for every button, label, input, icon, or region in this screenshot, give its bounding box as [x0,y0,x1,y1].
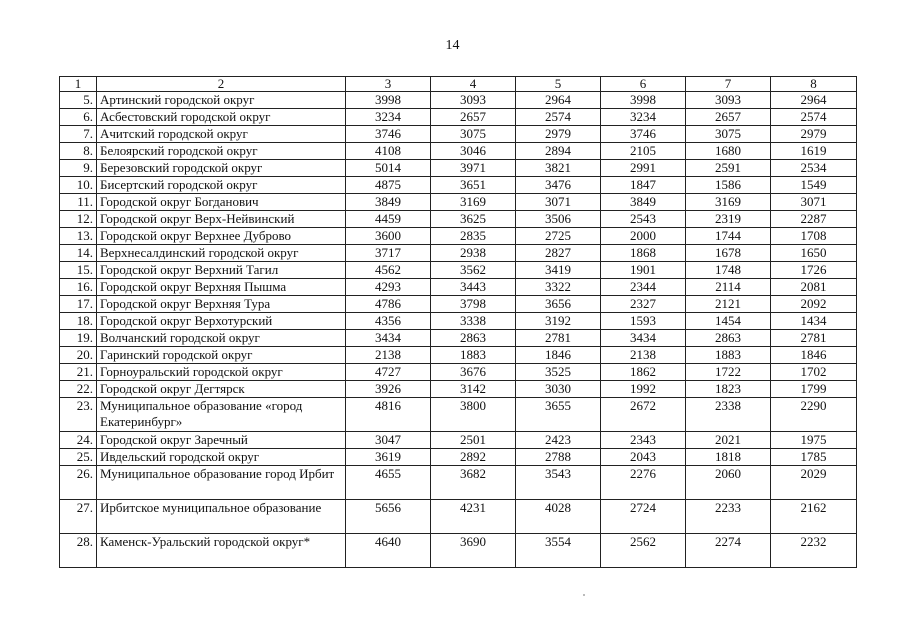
value-cell-col-4: 2938 [431,245,516,262]
value-cell-col-5: 3543 [516,466,601,500]
value-cell-col-7: 2274 [686,534,771,568]
header-row [60,77,857,92]
municipality-name: Горноуральский городской округ [97,364,346,381]
table-row [60,500,857,534]
value-cell-col-5: 2725 [516,228,601,245]
row-number: 27. [60,500,97,534]
value-cell-col-5: 3322 [516,279,601,296]
value-cell-col-4: 3562 [431,262,516,279]
municipality-name: Городской округ Верхняя Тура [97,296,346,313]
row-number: 11. [60,194,97,211]
row-number: 26. [60,466,97,500]
value-cell-col-3: 3926 [346,381,431,398]
value-cell-col-4: 3046 [431,143,516,160]
value-cell-col-6: 2105 [601,143,686,160]
value-cell-col-6: 1847 [601,177,686,194]
table-row [60,398,857,432]
value-cell-col-6: 2276 [601,466,686,500]
table-row [60,228,857,245]
value-cell-col-4: 3625 [431,211,516,228]
value-cell-col-7: 2338 [686,398,771,432]
value-cell-col-3: 4727 [346,364,431,381]
value-cell-col-7: 1883 [686,347,771,364]
value-cell-col-5: 3419 [516,262,601,279]
value-cell-col-3: 3619 [346,449,431,466]
municipality-name: Артинский городской округ [97,92,346,109]
value-cell-col-6: 2344 [601,279,686,296]
header-cell: 6 [601,77,686,92]
row-number: 21. [60,364,97,381]
table-row [60,211,857,228]
value-cell-col-6: 2138 [601,347,686,364]
value-cell-col-4: 1883 [431,347,516,364]
value-cell-col-5: 3506 [516,211,601,228]
municipality-name: Городской округ Верхний Тагил [97,262,346,279]
value-cell-col-8: 1799 [771,381,857,398]
value-cell-col-3: 4640 [346,534,431,568]
value-cell-col-8: 2781 [771,330,857,347]
value-cell-col-5: 2423 [516,432,601,449]
value-cell-col-7: 2319 [686,211,771,228]
row-number: 20. [60,347,97,364]
municipality-name: Белоярский городской округ [97,143,346,160]
municipality-name: Ачитский городской округ [97,126,346,143]
value-cell-col-7: 1586 [686,177,771,194]
value-cell-col-8: 1650 [771,245,857,262]
municipality-name: Ирбитское муниципальное образование [97,500,346,534]
value-cell-col-4: 3142 [431,381,516,398]
table-row [60,364,857,381]
value-cell-col-3: 5656 [346,500,431,534]
header-cell: 8 [771,77,857,92]
value-cell-col-6: 2043 [601,449,686,466]
value-cell-col-3: 4293 [346,279,431,296]
row-number: 10. [60,177,97,194]
value-cell-col-5: 3192 [516,313,601,330]
value-cell-col-3: 4875 [346,177,431,194]
value-cell-col-6: 2672 [601,398,686,432]
value-cell-col-4: 3093 [431,92,516,109]
value-cell-col-8: 1846 [771,347,857,364]
value-cell-col-7: 2021 [686,432,771,449]
value-cell-col-7: 3093 [686,92,771,109]
table-row [60,466,857,500]
value-cell-col-7: 1744 [686,228,771,245]
value-cell-col-4: 2835 [431,228,516,245]
value-cell-col-8: 1619 [771,143,857,160]
value-cell-col-4: 3676 [431,364,516,381]
value-cell-col-6: 2000 [601,228,686,245]
table-row [60,160,857,177]
table-row [60,177,857,194]
municipality-name: Городской округ Заречный [97,432,346,449]
value-cell-col-3: 3717 [346,245,431,262]
table-row [60,262,857,279]
row-number: 16. [60,279,97,296]
value-cell-col-8: 2287 [771,211,857,228]
value-cell-col-5: 2827 [516,245,601,262]
value-cell-col-7: 2863 [686,330,771,347]
municipality-name: Муниципальное образование город Ирбит [97,466,346,500]
value-cell-col-7: 2657 [686,109,771,126]
value-cell-col-4: 3682 [431,466,516,500]
table-row [60,449,857,466]
municipality-name: Волчанский городской округ [97,330,346,347]
scan-speck [583,594,585,596]
value-cell-col-3: 3998 [346,92,431,109]
value-cell-col-8: 2232 [771,534,857,568]
value-cell-col-3: 3434 [346,330,431,347]
value-cell-col-3: 2138 [346,347,431,364]
value-cell-col-7: 1678 [686,245,771,262]
value-cell-col-4: 3651 [431,177,516,194]
value-cell-col-8: 1434 [771,313,857,330]
value-cell-col-6: 3746 [601,126,686,143]
table-row [60,194,857,211]
value-cell-col-7: 1748 [686,262,771,279]
row-number: 18. [60,313,97,330]
municipality-name: Каменск-Уральский городской округ* [97,534,346,568]
value-cell-col-5: 3821 [516,160,601,177]
value-cell-col-6: 2327 [601,296,686,313]
value-cell-col-7: 1823 [686,381,771,398]
value-cell-col-7: 2591 [686,160,771,177]
value-cell-col-3: 4786 [346,296,431,313]
value-cell-col-8: 1726 [771,262,857,279]
value-cell-col-4: 4231 [431,500,516,534]
table-row [60,245,857,262]
value-cell-col-8: 2290 [771,398,857,432]
value-cell-col-6: 2562 [601,534,686,568]
value-cell-col-5: 3030 [516,381,601,398]
value-cell-col-5: 2781 [516,330,601,347]
value-cell-col-4: 3169 [431,194,516,211]
value-cell-col-8: 2964 [771,92,857,109]
value-cell-col-4: 3075 [431,126,516,143]
value-cell-col-3: 3047 [346,432,431,449]
row-number: 12. [60,211,97,228]
value-cell-col-8: 2979 [771,126,857,143]
header-cell: 1 [60,77,97,92]
table-row [60,296,857,313]
municipality-name: Городской округ Богданович [97,194,346,211]
municipality-name: Городской округ Верхотурский [97,313,346,330]
municipality-name: Муниципальное образование «город Екатеринбург» [97,398,346,432]
table-row [60,279,857,296]
row-number: 25. [60,449,97,466]
data-table [59,76,857,568]
value-cell-col-4: 2657 [431,109,516,126]
value-cell-col-5: 3476 [516,177,601,194]
value-cell-col-3: 3600 [346,228,431,245]
value-cell-col-5: 2788 [516,449,601,466]
row-number: 14. [60,245,97,262]
municipality-name: Верхнесалдинский городской округ [97,245,346,262]
value-cell-col-6: 2543 [601,211,686,228]
value-cell-col-3: 4562 [346,262,431,279]
value-cell-col-7: 1680 [686,143,771,160]
value-cell-col-8: 3071 [771,194,857,211]
row-number: 7. [60,126,97,143]
value-cell-col-6: 2343 [601,432,686,449]
value-cell-col-3: 4108 [346,143,431,160]
municipality-name: Городской округ Верхнее Дуброво [97,228,346,245]
municipality-name: Городской округ Верхняя Пышма [97,279,346,296]
value-cell-col-6: 1593 [601,313,686,330]
value-cell-col-4: 2892 [431,449,516,466]
value-cell-col-5: 1846 [516,347,601,364]
header-cell: 3 [346,77,431,92]
value-cell-col-5: 4028 [516,500,601,534]
row-number: 8. [60,143,97,160]
header-cell: 5 [516,77,601,92]
value-cell-col-8: 1785 [771,449,857,466]
municipality-name: Гаринский городской округ [97,347,346,364]
value-cell-col-7: 2121 [686,296,771,313]
value-cell-col-3: 4816 [346,398,431,432]
value-cell-col-8: 2574 [771,109,857,126]
value-cell-col-6: 2991 [601,160,686,177]
value-cell-col-6: 1868 [601,245,686,262]
value-cell-col-3: 4356 [346,313,431,330]
value-cell-col-4: 3971 [431,160,516,177]
row-number: 28. [60,534,97,568]
value-cell-col-4: 3798 [431,296,516,313]
value-cell-col-8: 1975 [771,432,857,449]
table-row [60,126,857,143]
row-number: 5. [60,92,97,109]
value-cell-col-8: 2029 [771,466,857,500]
value-cell-col-6: 2724 [601,500,686,534]
value-cell-col-4: 2501 [431,432,516,449]
value-cell-col-3: 3849 [346,194,431,211]
value-cell-col-7: 1454 [686,313,771,330]
value-cell-col-7: 1722 [686,364,771,381]
municipality-name: Бисертский городской округ [97,177,346,194]
value-cell-col-8: 2162 [771,500,857,534]
value-cell-col-6: 3234 [601,109,686,126]
value-cell-col-4: 3443 [431,279,516,296]
value-cell-col-3: 4459 [346,211,431,228]
value-cell-col-7: 2060 [686,466,771,500]
municipality-name: Городской округ Верх-Нейвинский [97,211,346,228]
value-cell-col-4: 3800 [431,398,516,432]
municipality-name: Ивдельский городской округ [97,449,346,466]
header-cell: 7 [686,77,771,92]
value-cell-col-5: 2894 [516,143,601,160]
value-cell-col-8: 2092 [771,296,857,313]
value-cell-col-6: 1992 [601,381,686,398]
table-row [60,92,857,109]
table-row [60,330,857,347]
value-cell-col-6: 3849 [601,194,686,211]
table-row [60,109,857,126]
row-number: 22. [60,381,97,398]
row-number: 17. [60,296,97,313]
value-cell-col-7: 3075 [686,126,771,143]
value-cell-col-4: 2863 [431,330,516,347]
table-row [60,347,857,364]
header-cell: 4 [431,77,516,92]
row-number: 9. [60,160,97,177]
row-number: 19. [60,330,97,347]
value-cell-col-7: 3169 [686,194,771,211]
value-cell-col-5: 2979 [516,126,601,143]
value-cell-col-7: 2114 [686,279,771,296]
row-number: 23. [60,398,97,432]
value-cell-col-6: 1901 [601,262,686,279]
table-row [60,143,857,160]
header-cell: 2 [97,77,346,92]
value-cell-col-8: 1702 [771,364,857,381]
table-row [60,432,857,449]
row-number: 6. [60,109,97,126]
value-cell-col-5: 3655 [516,398,601,432]
value-cell-col-3: 5014 [346,160,431,177]
table-row [60,381,857,398]
row-number: 24. [60,432,97,449]
row-number: 15. [60,262,97,279]
value-cell-col-5: 3525 [516,364,601,381]
value-cell-col-3: 4655 [346,466,431,500]
table-row [60,534,857,568]
value-cell-col-5: 3071 [516,194,601,211]
value-cell-col-4: 3338 [431,313,516,330]
row-number: 13. [60,228,97,245]
value-cell-col-5: 2574 [516,109,601,126]
municipality-name: Березовский городской округ [97,160,346,177]
value-cell-col-6: 3998 [601,92,686,109]
page-number: 14 [445,38,460,53]
value-cell-col-8: 2081 [771,279,857,296]
value-cell-col-8: 1708 [771,228,857,245]
value-cell-col-7: 1818 [686,449,771,466]
value-cell-col-6: 1862 [601,364,686,381]
value-cell-col-5: 3554 [516,534,601,568]
value-cell-col-5: 3656 [516,296,601,313]
value-cell-col-3: 3234 [346,109,431,126]
value-cell-col-6: 3434 [601,330,686,347]
value-cell-col-4: 3690 [431,534,516,568]
value-cell-col-8: 2534 [771,160,857,177]
municipality-name: Городской округ Дегтярск [97,381,346,398]
value-cell-col-7: 2233 [686,500,771,534]
value-cell-col-5: 2964 [516,92,601,109]
value-cell-col-3: 3746 [346,126,431,143]
municipality-name: Асбестовский городской округ [97,109,346,126]
table-row [60,313,857,330]
value-cell-col-8: 1549 [771,177,857,194]
